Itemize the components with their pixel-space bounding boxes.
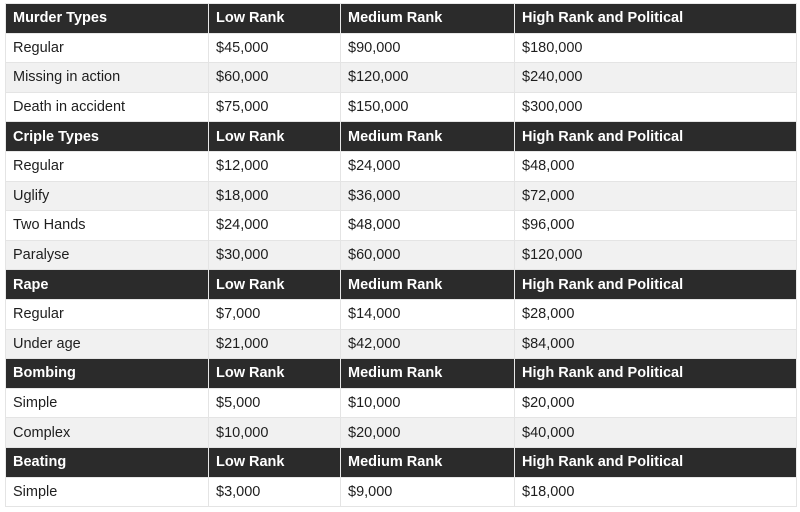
price-cell: $28,000 <box>515 299 797 329</box>
section-title: Criple Types <box>6 122 209 152</box>
column-header: Medium Rank <box>341 359 515 389</box>
row-label-cell: Complex <box>6 418 209 448</box>
price-cell: $180,000 <box>515 33 797 63</box>
price-cell: $150,000 <box>341 92 515 122</box>
price-cell: $36,000 <box>341 181 515 211</box>
price-table-container <box>5 3 796 507</box>
price-cell: $240,000 <box>515 63 797 93</box>
price-cell: $120,000 <box>515 240 797 270</box>
row-label-cell: Paralyse <box>6 240 209 270</box>
price-table <box>5 3 797 507</box>
row-label-cell: Regular <box>6 151 209 181</box>
column-header: Low Rank <box>209 447 341 477</box>
table-row <box>6 33 797 63</box>
row-label-cell: Simple <box>6 388 209 418</box>
column-header: Low Rank <box>209 359 341 389</box>
row-label-cell: Regular <box>6 299 209 329</box>
price-cell: $12,000 <box>209 151 341 181</box>
table-row <box>6 92 797 122</box>
row-label-cell: Simple <box>6 477 209 507</box>
table-row <box>6 299 797 329</box>
column-header: Medium Rank <box>341 270 515 300</box>
price-cell: $120,000 <box>341 63 515 93</box>
price-cell: $60,000 <box>209 63 341 93</box>
section-header-row <box>6 359 797 389</box>
table-row <box>6 151 797 181</box>
price-cell: $20,000 <box>515 388 797 418</box>
column-header: Low Rank <box>209 4 341 34</box>
table-row <box>6 388 797 418</box>
price-cell: $96,000 <box>515 211 797 241</box>
section-header-row <box>6 447 797 477</box>
column-header: High Rank and Political <box>515 359 797 389</box>
column-header: High Rank and Political <box>515 270 797 300</box>
section-title: Murder Types <box>6 4 209 34</box>
column-header: Medium Rank <box>341 122 515 152</box>
section-header-row <box>6 4 797 34</box>
section-header-row <box>6 122 797 152</box>
price-cell: $30,000 <box>209 240 341 270</box>
section-title: Rape <box>6 270 209 300</box>
price-cell: $14,000 <box>341 299 515 329</box>
price-cell: $60,000 <box>341 240 515 270</box>
table-row <box>6 181 797 211</box>
column-header: High Rank and Political <box>515 122 797 152</box>
price-cell: $40,000 <box>515 418 797 448</box>
price-cell: $9,000 <box>341 477 515 507</box>
row-label-cell: Regular <box>6 33 209 63</box>
table-row <box>6 63 797 93</box>
price-cell: $75,000 <box>209 92 341 122</box>
price-cell: $3,000 <box>209 477 341 507</box>
section-header-row <box>6 270 797 300</box>
price-cell: $10,000 <box>209 418 341 448</box>
price-cell: $300,000 <box>515 92 797 122</box>
column-header: High Rank and Political <box>515 4 797 34</box>
table-row <box>6 418 797 448</box>
row-label-cell: Missing in action <box>6 63 209 93</box>
price-cell: $72,000 <box>515 181 797 211</box>
price-cell: $7,000 <box>209 299 341 329</box>
table-row <box>6 329 797 359</box>
price-cell: $24,000 <box>209 211 341 241</box>
column-header: Medium Rank <box>341 4 515 34</box>
table-row <box>6 240 797 270</box>
table-row <box>6 211 797 241</box>
price-cell: $18,000 <box>515 477 797 507</box>
price-table-body <box>6 4 797 507</box>
column-header: Low Rank <box>209 270 341 300</box>
column-header: High Rank and Political <box>515 447 797 477</box>
price-cell: $18,000 <box>209 181 341 211</box>
price-cell: $48,000 <box>515 151 797 181</box>
row-label-cell: Two Hands <box>6 211 209 241</box>
price-cell: $21,000 <box>209 329 341 359</box>
price-cell: $5,000 <box>209 388 341 418</box>
price-cell: $24,000 <box>341 151 515 181</box>
section-title: Beating <box>6 447 209 477</box>
price-cell: $10,000 <box>341 388 515 418</box>
row-label-cell: Under age <box>6 329 209 359</box>
section-title: Bombing <box>6 359 209 389</box>
price-cell: $45,000 <box>209 33 341 63</box>
price-cell: $20,000 <box>341 418 515 448</box>
price-cell: $84,000 <box>515 329 797 359</box>
row-label-cell: Death in accident <box>6 92 209 122</box>
column-header: Medium Rank <box>341 447 515 477</box>
price-cell: $42,000 <box>341 329 515 359</box>
column-header: Low Rank <box>209 122 341 152</box>
table-row <box>6 477 797 507</box>
price-cell: $48,000 <box>341 211 515 241</box>
price-cell: $90,000 <box>341 33 515 63</box>
row-label-cell: Uglify <box>6 181 209 211</box>
